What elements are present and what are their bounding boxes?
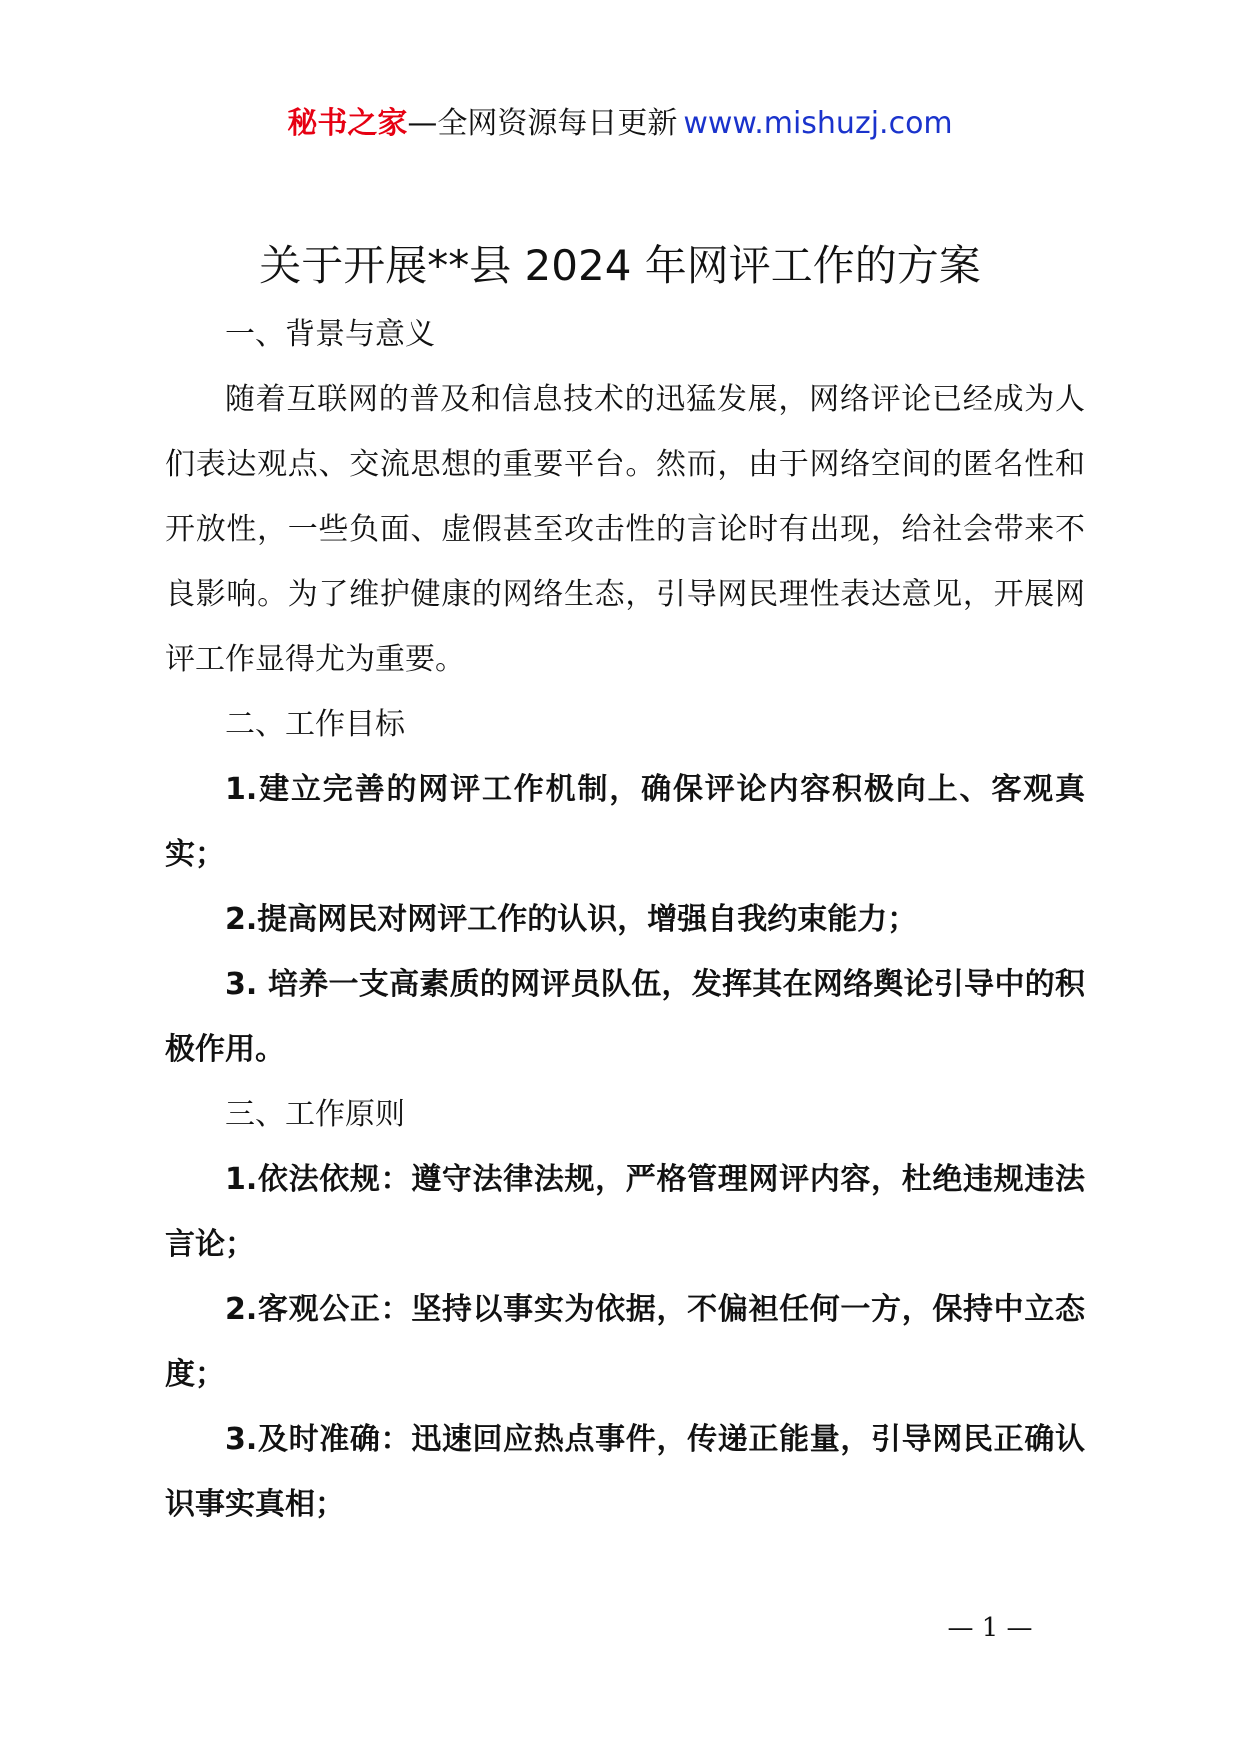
brand-name: 秘书之家 [287,106,408,141]
header-tagline: —全网资源每日更新 [407,106,678,141]
list-item: 1.依法依规：遵守法律法规，严格管理网评内容，杜绝违规违法言论； [165,1162,1085,1262]
section-heading: 三、工作原则 [225,1097,405,1132]
site-header [0,102,1240,146]
list-item: 2.提高网民对网评工作的认识，增强自我约束能力； [225,902,918,937]
paragraph: 随着互联网的普及和信息技术的迅猛发展，网络评论已经成为人们表达观点、交流思想的重要平台。然而，由于网络空间的匿名性和开放性，一些负面、虚假甚至攻击性的言论时有出现，给社会带来不良影响。为了维护健康的网络生态，引导网民理性表达意见，开展网评工作显得尤为重要。 [165,382,1085,677]
document-body [165,302,1085,1537]
section-heading: 二、工作目标 [225,707,405,742]
page-number: — 1 — [947,1613,1033,1643]
site-url: www.mishuzj.com [683,106,953,141]
list-item: 1.建立完善的网评工作机制，确保评论内容积极向上、客观真实； [165,772,1085,872]
list-item: 3. 培养一支高素质的网评员队伍，发挥其在网络舆论引导中的积极作用。 [165,967,1085,1067]
section-heading: 一、背景与意义 [225,317,435,352]
list-item: 3.及时准确：迅速回应热点事件，传递正能量，引导网民正确认识事实真相； [165,1422,1085,1522]
list-item: 2.客观公正：坚持以事实为依据，不偏袒任何一方，保持中立态度； [165,1292,1085,1392]
document-title: 关于开展**县 2024 年网评工作的方案 [259,241,981,290]
